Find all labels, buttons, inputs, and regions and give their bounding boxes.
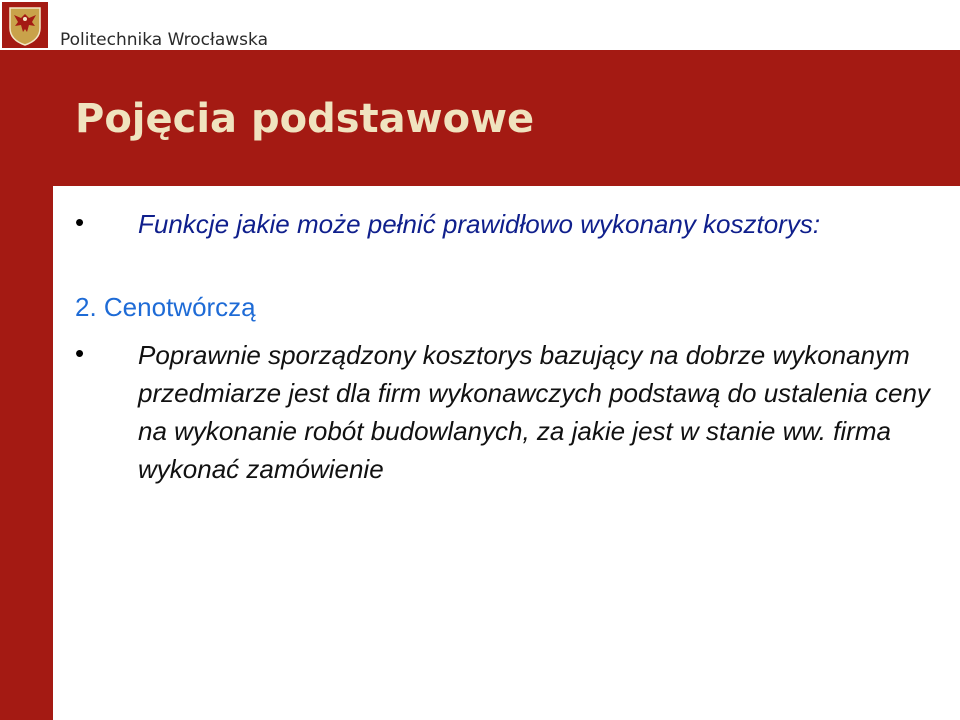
numbered-item-cenotworcza: 2. Cenotwórczą [75, 292, 256, 322]
header-strip [0, 0, 960, 50]
university-eagle-crest-icon [2, 2, 48, 48]
bullet-text-functions: Funkcje jakie może pełnić prawidłowo wykonany kosztorys: [138, 209, 821, 239]
slide-title: Pojęcia podstawowe [75, 96, 535, 142]
institution-name: Politechnika Wrocławska [60, 30, 268, 50]
bullet-text-description: Poprawnie sporządzony kosztorys bazujący na dobrze wykonanym przedmiarze jest dla firm wykonawczych podstawą do ustalenia ceny na wykonanie robót budowlanych, za jakie jest w stanie ww. firma wykonać zamówienie [138, 340, 930, 484]
bullet-marker: • [75, 207, 85, 237]
left-accent-band [0, 50, 53, 720]
bullet-marker: • [75, 338, 85, 368]
title-bar [53, 50, 960, 186]
